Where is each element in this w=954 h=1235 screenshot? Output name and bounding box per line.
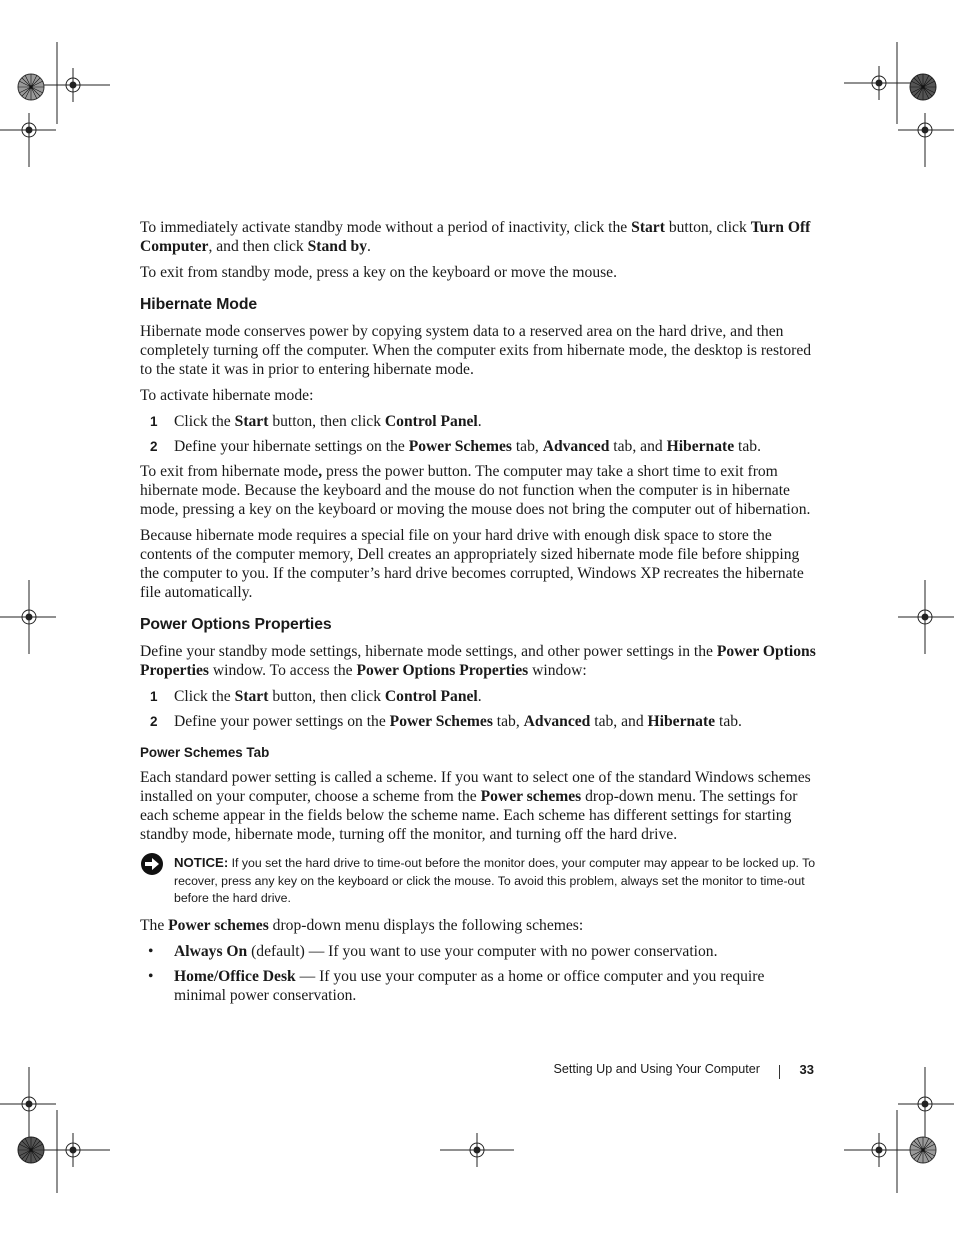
page-footer <box>540 1062 814 1082</box>
bold-term: Home/Office Desk <box>174 967 296 985</box>
step-number: 1 <box>150 414 158 429</box>
step-text: Click the Start button, then click Control Panel. <box>174 688 482 705</box>
bold-term: Control Panel <box>384 413 478 430</box>
bold-term: Start <box>631 219 665 236</box>
page-content <box>140 218 816 1011</box>
scheme-item-text: Home/Office Desk — If you use your computer as a home or office computer and you require minimal power conservation. <box>174 967 765 1004</box>
notice-arrow-icon <box>140 852 164 876</box>
power-options-step-2 <box>140 712 816 731</box>
power-options-step-1 <box>140 687 816 706</box>
notice-box <box>140 854 816 908</box>
hibernate-paragraph-3: To exit from hibernate mode, press the power button. The computer may take a short time to exit from hibernate mode. Because the keyboard and the mouse do not function when the computer is in hibernate mode, pressing a key on the keyboard or moving the mouse does not bring the computer out of hibernation. <box>140 463 811 518</box>
hibernate-paragraph-1: Hibernate mode conserves power by copying system data to a reserved area on the hard drive, and then completely turning off the computer. When the computer exits from hibernate mode, the desktop is restored to the state it was in prior to entering hibernate mode. <box>140 323 812 378</box>
hibernate-step-1 <box>140 412 816 431</box>
hibernate-mode-heading: Hibernate Mode <box>140 296 258 313</box>
step-text: Define your hibernate settings on the Power Schemes tab, Advanced tab, and Hibernate tab. <box>174 438 761 455</box>
scheme-list-item <box>140 942 816 961</box>
step-number: 1 <box>150 689 158 704</box>
hibernate-step-2 <box>140 437 816 456</box>
notice-text: If you set the hard drive to time-out before the monitor does, your computer may appear to be locked up. To recover, press any key on the keyboard or click the mouse. To avoid this problem, always set the monitor to time-out before the hard drive. <box>174 856 816 905</box>
bold-term: Start <box>234 688 269 705</box>
step-text: Define your power settings on the Power Schemes tab, Advanced tab, and Hibernate tab. <box>174 713 742 730</box>
scheme-item-text: Always On (default) — If you want to use your computer with no power conservation. <box>174 942 718 960</box>
step-number: 2 <box>150 714 158 729</box>
bold-term: Always On <box>174 942 248 960</box>
bold-term: , <box>318 463 323 480</box>
bold-term: Power Options Properties <box>140 643 816 679</box>
bold-term: Turn Off Computer <box>140 219 811 255</box>
footer-divider <box>779 1065 780 1079</box>
bold-term: Power Options Properties <box>356 662 529 679</box>
bold-term: Hibernate <box>647 713 716 730</box>
footer-chapter-title: Setting Up and Using Your Computer <box>553 1062 760 1076</box>
power-schemes-list-intro: The Power schemes drop-down menu displays the following schemes: <box>140 916 584 934</box>
bold-term: Advanced <box>523 713 591 730</box>
page-number: 33 <box>799 1062 814 1077</box>
bold-term: Start <box>234 413 269 430</box>
power-schemes-tab-heading: Power Schemes Tab <box>140 745 270 760</box>
bold-term: Stand by <box>307 238 367 255</box>
bold-term: Hibernate <box>666 438 735 455</box>
hibernate-paragraph-2: To activate hibernate mode: <box>140 387 314 404</box>
bold-term: Power Schemes <box>408 438 512 455</box>
notice-label: NOTICE: <box>174 855 229 870</box>
power-options-heading: Power Options Properties <box>140 616 332 633</box>
intro-paragraph-1: To immediately activate standby mode without a period of inactivity, click the Start button, click Turn Off Computer, and then click Stand by. <box>140 219 811 255</box>
bold-term: Advanced <box>542 438 610 455</box>
step-number: 2 <box>150 439 158 454</box>
bold-term: Power schemes <box>168 916 269 934</box>
bold-term: Control Panel <box>384 688 478 705</box>
bold-term: Power schemes <box>480 788 582 805</box>
power-schemes-paragraph: Each standard power setting is called a scheme. If you want to select one of the standard Windows schemes installed on your computer, choose a scheme from the Power schemes drop-down menu. The settings for each scheme appear in the fields below the scheme name. Each scheme has different settings for starting standby mode, hibernate mode, turning off the monitor, and turning off the hard drive. <box>140 769 811 843</box>
bullet-dot: • <box>148 942 154 960</box>
power-options-paragraph: Define your standby mode settings, hibernate mode settings, and other power settings in the Power Options Properties window. To access the Power Options Properties window: <box>140 643 816 679</box>
step-text: Click the Start button, then click Control Panel. <box>174 413 482 430</box>
bullet-dot: • <box>148 967 154 985</box>
bold-term: Power Schemes <box>389 713 493 730</box>
scheme-list-item <box>140 967 816 1005</box>
hibernate-paragraph-4: Because hibernate mode requires a special file on your hard drive with enough disk space to store the contents of the computer memory, Dell creates an appropriately sized hibernate mode file before shipping the computer to you. If the computer’s hard drive becomes corrupted, Windows XP recreates the hibernate file automatically. <box>140 527 804 601</box>
intro-paragraph-2: To exit from standby mode, press a key on the keyboard or move the mouse. <box>140 264 618 281</box>
